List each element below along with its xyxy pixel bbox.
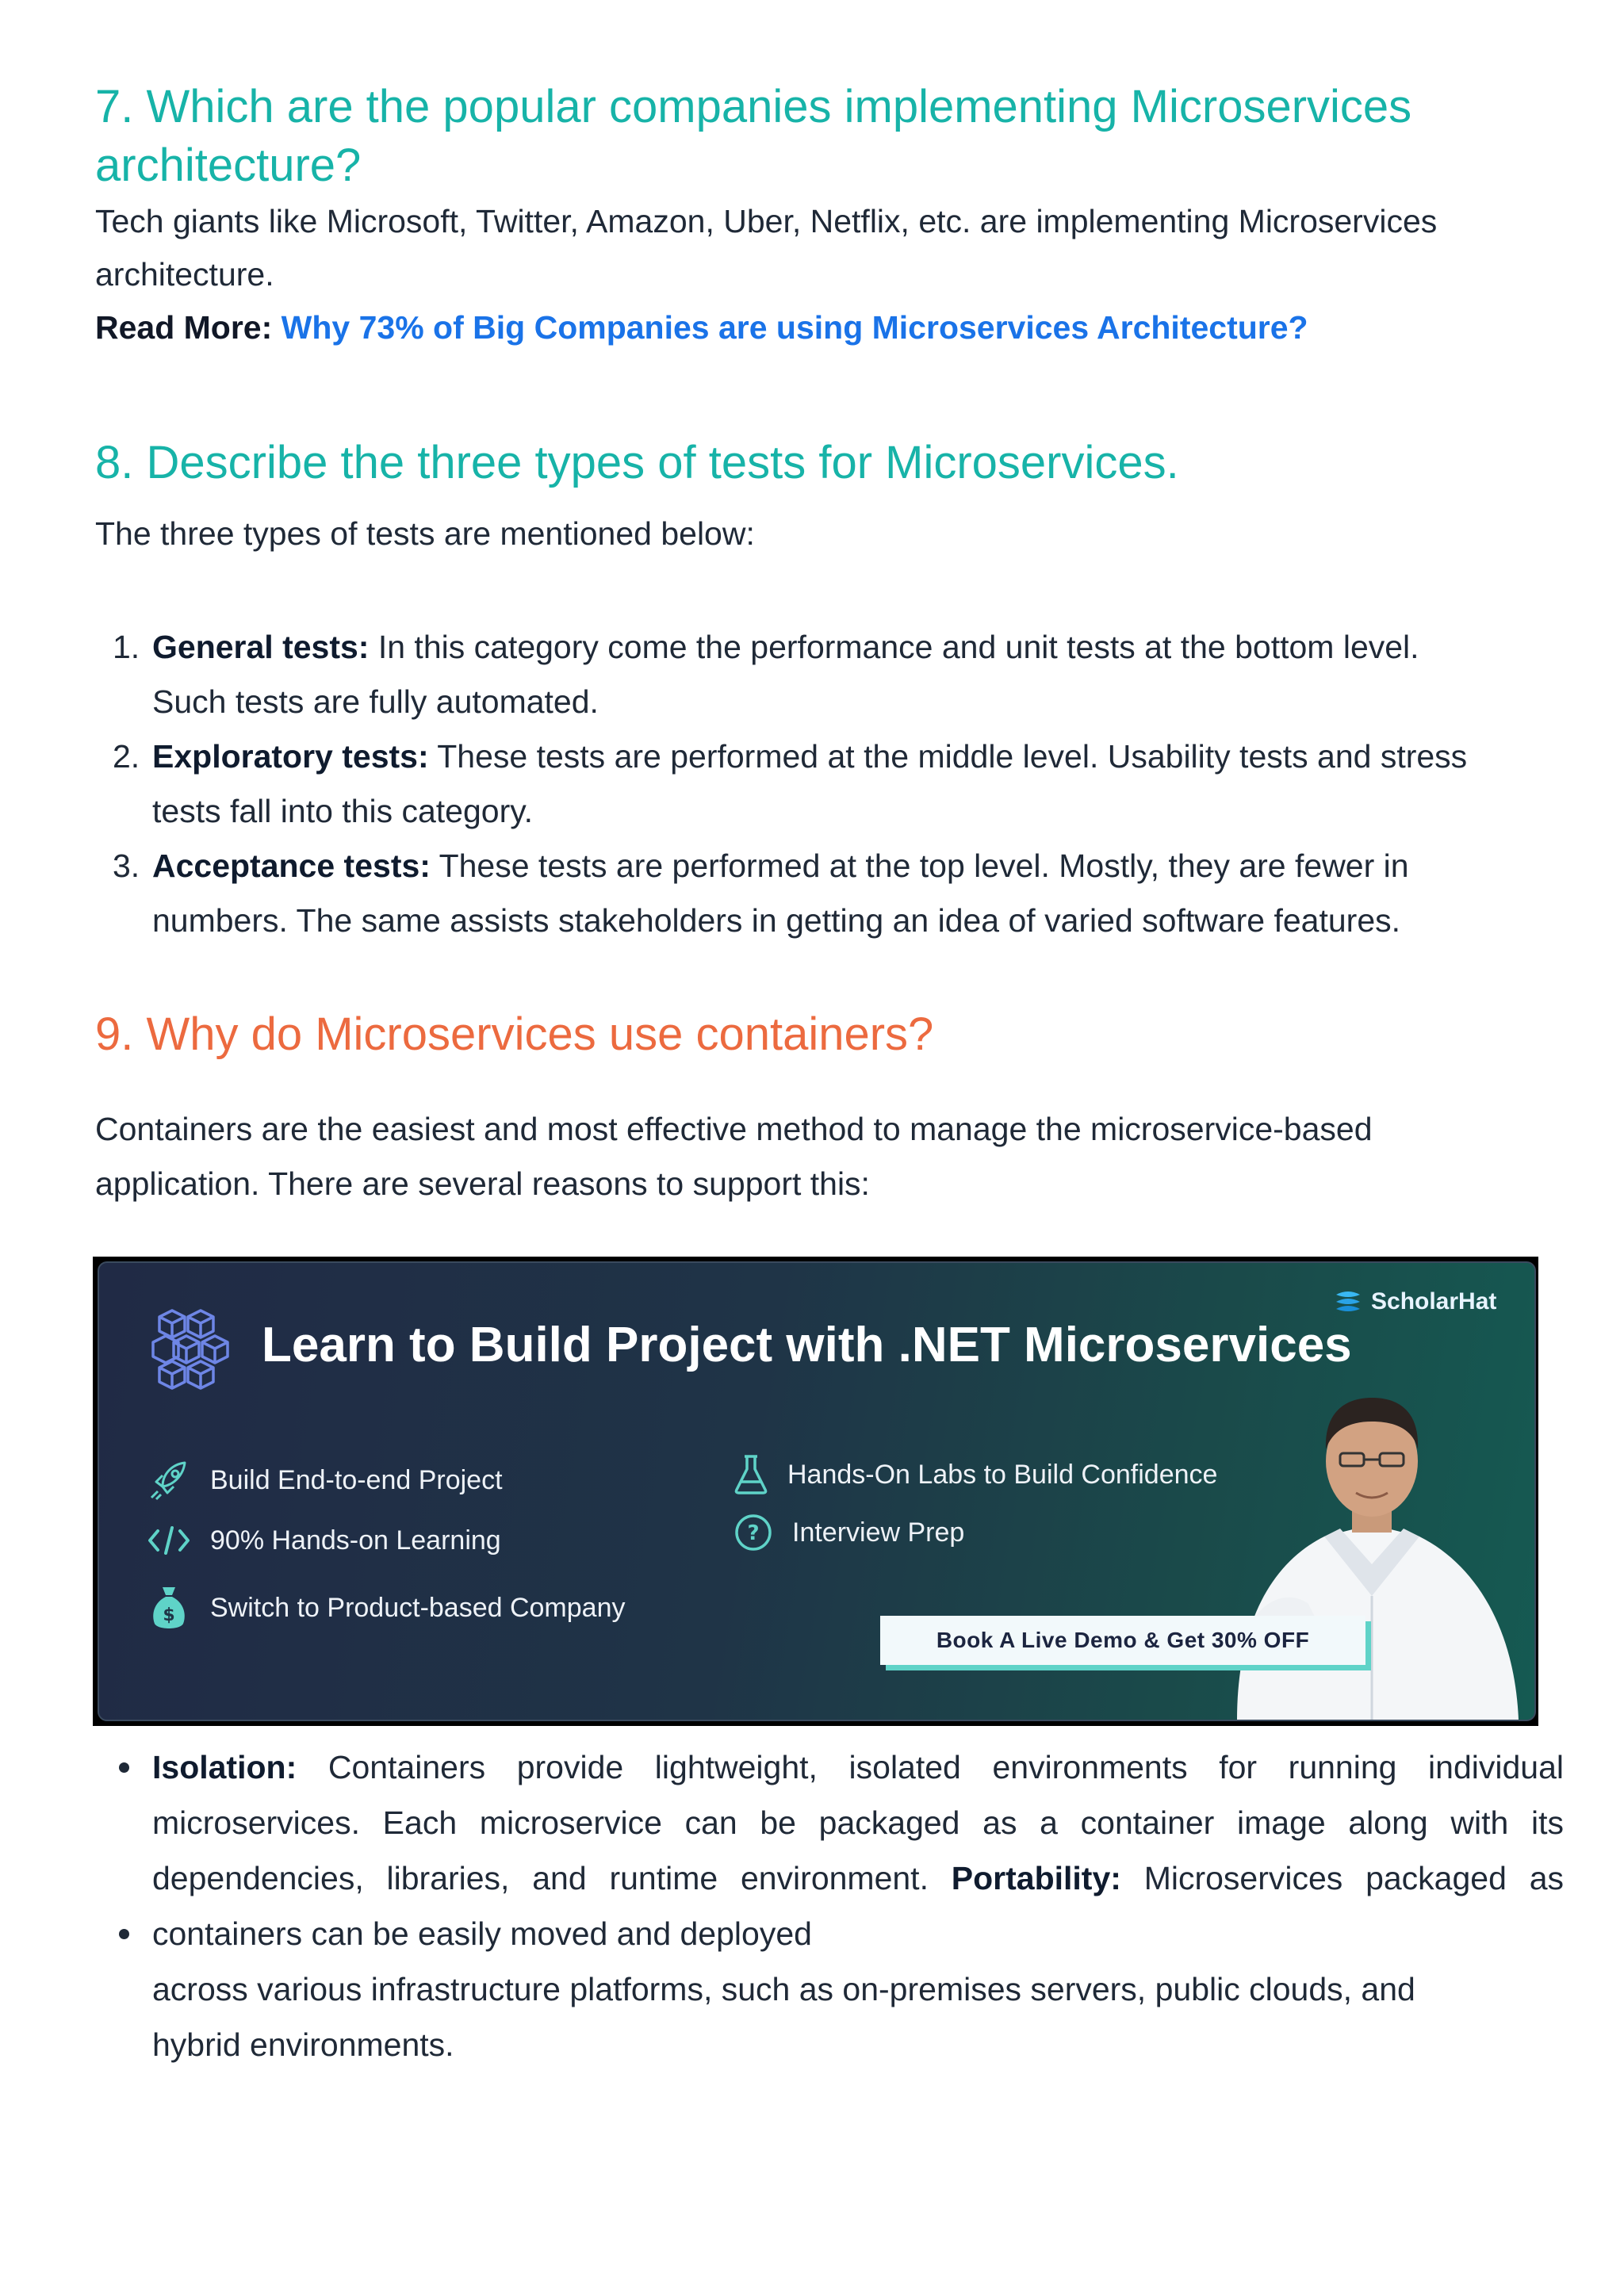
- tests-list: [95, 620, 1570, 948]
- feature-hands-on-learning: [147, 1523, 501, 1558]
- q7-body-line2: architecture.: [95, 256, 274, 293]
- cubes-logo-icon: [148, 1304, 243, 1396]
- test-desc: These tests are performed at the top level. Mostly, they are fewer in: [430, 848, 1409, 884]
- list-item: [95, 729, 1570, 839]
- list-item: [95, 1906, 1564, 2072]
- scholarhat-logo-icon: [1333, 1288, 1363, 1315]
- svg-text:$: $: [163, 1605, 175, 1625]
- test-title: Acceptance tests:: [152, 848, 431, 884]
- isolation-text: Containers provide lightweight, isolated environments for running individual: [297, 1749, 1564, 1785]
- test-desc-cont: Such tests are fully automated.: [152, 683, 599, 720]
- test-title: Exploratory tests:: [152, 738, 429, 775]
- list-number: 3.: [113, 848, 140, 884]
- presenter-photo: [1205, 1366, 1536, 1720]
- rocket-icon: [147, 1458, 191, 1502]
- q9-intro-line1: Containers are the easiest and most effective method to manage the microservice-based: [95, 1111, 1373, 1147]
- banner-panel: [98, 1261, 1536, 1721]
- read-more-line: [95, 300, 1308, 354]
- feature-hands-on-labs: [733, 1453, 1217, 1496]
- q7-heading-line2: architecture?: [95, 140, 362, 191]
- list-item: [95, 620, 1570, 729]
- portability-text: Microservices packaged as: [1120, 1860, 1564, 1896]
- bullet-dot: [119, 1762, 129, 1773]
- feature-label: 90% Hands-on Learning: [210, 1525, 501, 1556]
- q7-body-line1: Tech giants like Microsoft, Twitter, Amazon, Uber, Netflix, etc. are implementing Microservices: [95, 203, 1438, 239]
- q8-intro: The three types of tests are mentioned below:: [95, 515, 755, 552]
- portability-line3: hybrid environments.: [152, 2026, 454, 2063]
- isolation-line1: [152, 1739, 1564, 1795]
- isolation-text-end: dependencies, libraries, and runtime environment.: [152, 1860, 952, 1896]
- read-more-link[interactable]: Why 73% of Big Companies are using Microservices Architecture?: [281, 309, 1308, 346]
- feature-build-project: [147, 1458, 503, 1502]
- q9-intro-line2: application. There are several reasons to support this:: [95, 1165, 870, 1202]
- list-number: 2.: [113, 738, 140, 775]
- test-title: General tests:: [152, 629, 370, 665]
- test-desc-cont: tests fall into this category.: [152, 793, 534, 829]
- svg-text:?: ?: [747, 1521, 760, 1545]
- feature-label: Interview Prep: [792, 1517, 965, 1548]
- test-desc: In this category come the performance and unit tests at the bottom level.: [369, 629, 1419, 665]
- q7-heading-line1: 7. Which are the popular companies implementing Microservices: [95, 81, 1412, 132]
- list-number: 1.: [113, 629, 140, 665]
- portability-line1: containers can be easily moved and deployed: [152, 1915, 812, 1952]
- test-desc: These tests are performed at the middle level. Usability tests and stress: [428, 738, 1468, 775]
- portability-title: Portability:: [951, 1860, 1121, 1896]
- banner-title: Learn to Build Project with .NET Microservices: [262, 1318, 1352, 1372]
- question-circle-icon: [733, 1513, 773, 1552]
- flask-icon: [733, 1453, 768, 1496]
- feature-label: Build End-to-end Project: [210, 1464, 503, 1495]
- test-desc-cont: numbers. The same assists stakeholders in getting an idea of varied software features.: [152, 902, 1401, 939]
- portability-line2: across various infrastructure platforms, such as on-premises servers, public clouds, and: [152, 1971, 1415, 2007]
- money-bag-icon: [147, 1584, 191, 1632]
- q8-heading: 8. Describe the three types of tests for Microservices.: [95, 437, 1179, 488]
- book-demo-button[interactable]: Book A Live Demo & Get 30% OFF: [880, 1616, 1365, 1665]
- container-reasons-list: [95, 1739, 1564, 2072]
- isolation-line2: microservices. Each microservice can be packaged as a container image along with its: [152, 1804, 1564, 1841]
- feature-switch-company: [147, 1584, 625, 1632]
- q9-heading: 9. Why do Microservices use containers?: [95, 1008, 934, 1060]
- feature-interview-prep: [733, 1513, 964, 1552]
- feature-label: Hands-On Labs to Build Confidence: [787, 1459, 1218, 1490]
- code-icon: [147, 1523, 191, 1558]
- scholarhat-brand: [1333, 1288, 1496, 1315]
- bullet-dot: [119, 1929, 129, 1939]
- feature-label: Switch to Product-based Company: [210, 1592, 626, 1623]
- isolation-title: Isolation:: [152, 1749, 297, 1785]
- course-banner[interactable]: [93, 1257, 1538, 1726]
- brand-name: ScholarHat: [1371, 1288, 1497, 1314]
- list-item: [95, 839, 1570, 948]
- isolation-line3: [152, 1850, 1564, 1906]
- list-item: [95, 1739, 1564, 1906]
- read-more-label: Read More:: [95, 309, 273, 346]
